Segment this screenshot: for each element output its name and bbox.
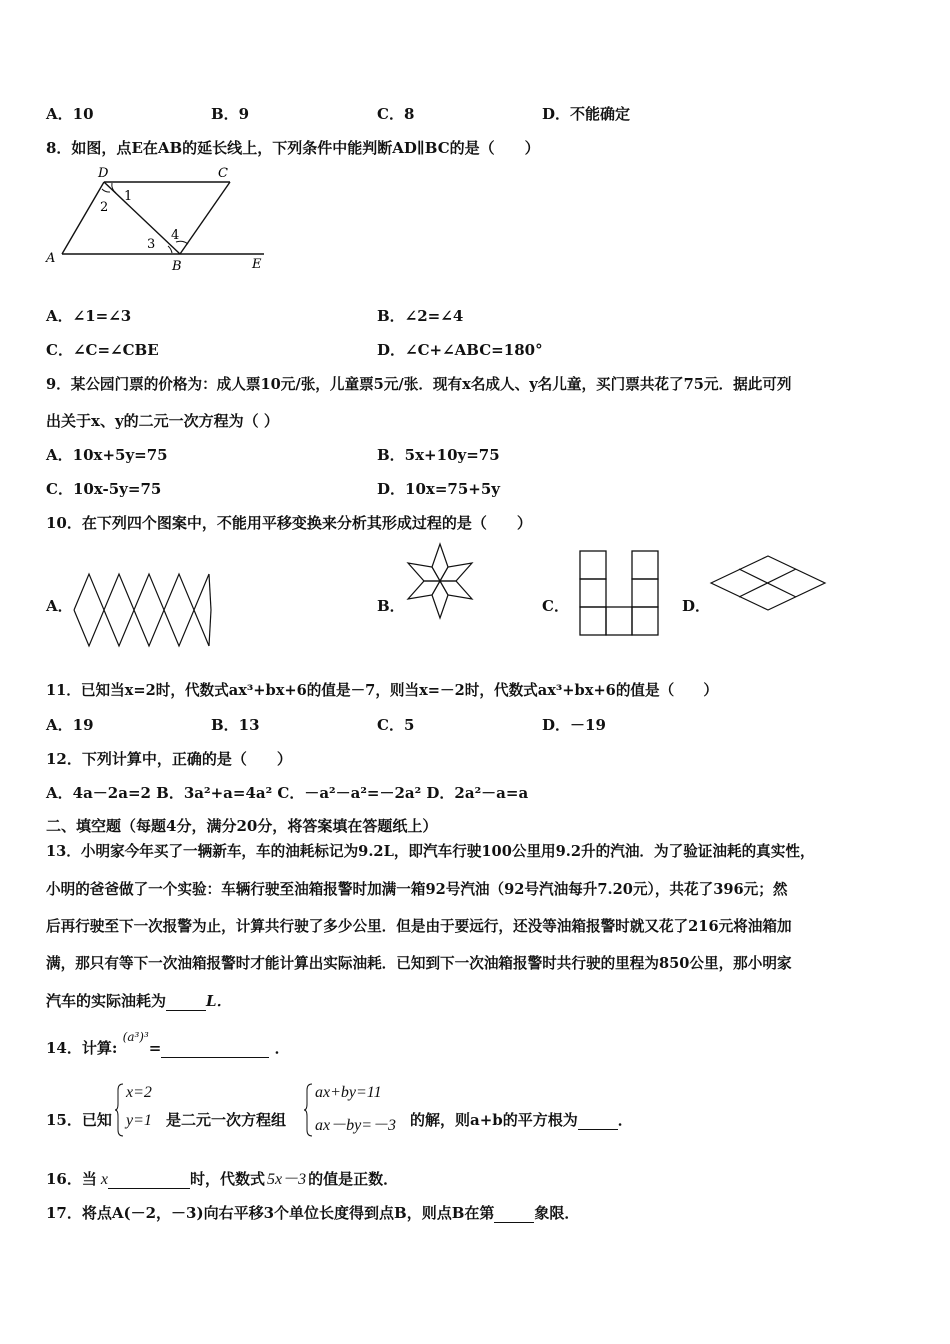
q11-option-a: A．19	[46, 716, 94, 734]
label-c: C	[218, 166, 228, 181]
q8-option-d: D．∠C+∠ABC=180°	[377, 341, 543, 359]
q8-option-c: C．∠C=∠CBE	[46, 341, 159, 359]
q8-option-a: A．∠1=∠3	[46, 307, 132, 325]
q7-option-c: C．8	[377, 105, 415, 123]
q8-parallelogram-figure	[40, 162, 280, 277]
q11-option-c: C．5	[377, 716, 415, 734]
q17-pre: 17．将点A(－2，－3)向右平移3个单位长度得到点B，则点B在第	[46, 1204, 495, 1222]
q14-end: ．	[274, 1039, 290, 1057]
q15-mid: 是二元一次方程组	[166, 1111, 287, 1129]
q9-option-d: D．10x=75+5y	[377, 480, 500, 498]
q9-stem-line1: 9．某公园门票的价格为：成人票10元/张，儿童票5元/张．现有x名成人、y名儿童，买门票共花了75元．据此可列	[46, 376, 792, 393]
q13-line2: 小明的爸爸做了一个实验：车辆行驶至油箱报警时加满一箱92号汽油（92号汽油每升7.20元），共花了396元；然	[46, 881, 788, 898]
q15-sys2-row1: ax+by=11	[315, 1084, 382, 1101]
q15-system-1	[115, 1082, 165, 1138]
q11-option-d: D．－19	[542, 716, 606, 734]
label-angle-2: 2	[100, 200, 109, 215]
q10-figure-d-rhombus-grid	[709, 554, 827, 614]
q10-option-b-label: B．	[377, 597, 405, 615]
q15-post-line	[410, 1109, 633, 1130]
label-b: B	[172, 259, 182, 274]
q10-figure-c-squares	[578, 549, 660, 638]
q16-expression: 5x－3	[267, 1171, 307, 1188]
q13-line1: 13．小明家今年买了一辆新车，车的油耗标记为9.2L，即汽车行驶100公里用9.2升的汽油．为了验证油耗的真实性，	[46, 843, 815, 860]
q8-stem: 8．如图，点E在AB的延长线上，下列条件中能判断AD∥BC的是（ ）	[46, 139, 540, 157]
label-angle-3: 3	[147, 237, 156, 252]
q16-answer-blank[interactable]	[108, 1170, 190, 1189]
q15-answer-blank[interactable]	[578, 1111, 618, 1130]
q11-option-b: B．13	[211, 716, 260, 734]
q15-system-2	[304, 1082, 410, 1138]
q13-line5-post: L．	[206, 992, 232, 1010]
label-angle-1: 1	[124, 189, 133, 204]
q14-pre: 14．计算:	[46, 1039, 118, 1057]
q15-sys2-row2: ax－by=－3	[315, 1117, 397, 1134]
q7-option-b: B．9	[211, 105, 250, 123]
q15-sys1-row2: y=1	[126, 1112, 152, 1129]
q9-stem-line2: 出关于x、y的二元一次方程为（ ）	[46, 412, 279, 430]
q7-option-d: D．不能确定	[542, 105, 631, 123]
q15-pre: 15．已知	[46, 1111, 112, 1129]
q14-expression: (a³)³	[122, 1030, 149, 1044]
q10-option-c-label: C．	[542, 597, 569, 615]
q16-mid: 时，代数式	[189, 1170, 265, 1188]
q16-post: 的值是正数．	[308, 1170, 399, 1188]
q13-line5-pre: 汽车的实际油耗为	[46, 992, 167, 1010]
q15-end: ．	[617, 1111, 633, 1129]
q11-stem: 11．已知当x=2时，代数式ax³+bx+6的值是－7，则当x=－2时，代数式ax³+bx+6的值是（ ）	[46, 682, 718, 699]
q17-post: 象限．	[534, 1204, 580, 1222]
q9-option-c: C．10x-5y=75	[46, 480, 162, 498]
q13-line3: 后再行驶至下一次报警为止，计算共行驶了多少公里．但是由于要远行，还没等油箱报警时就又花了216元将油箱加	[46, 918, 792, 935]
q10-option-a-label: A．	[46, 597, 73, 615]
q10-option-d-label: D．	[682, 597, 711, 615]
q9-option-a: A．10x+5y=75	[46, 446, 168, 464]
q9-option-b: B．5x+10y=75	[377, 446, 500, 464]
q17-answer-blank[interactable]	[494, 1204, 534, 1223]
label-a: A	[46, 251, 56, 266]
label-angle-4: 4	[171, 228, 180, 243]
q16-line	[46, 1166, 398, 1189]
q15-sys1-row1: x=2	[126, 1084, 152, 1101]
q14-equals: =	[148, 1039, 162, 1057]
section-2-heading: 二、填空题（每题4分，满分20分，将答案填在答题纸上）	[46, 817, 438, 835]
q10-figure-a-zigzag-diamonds	[72, 572, 214, 648]
label-d: D	[98, 166, 109, 181]
q12-stem: 12．下列计算中，正确的是（ ）	[46, 750, 292, 768]
q13-answer-blank[interactable]	[166, 992, 206, 1011]
q10-stem: 10．在下列四个图案中，不能用平移变换来分析其形成过程的是（ ）	[46, 514, 532, 532]
q14-answer-blank[interactable]	[161, 1039, 269, 1058]
q12-options: A．4a－2a=2 B．3a²+a=4a² C．－a²－a²=－2a² D．2a²－a=a	[46, 784, 529, 802]
q16-pre: 16．当	[46, 1170, 97, 1188]
q7-option-a: A．10	[46, 105, 94, 123]
q10-figure-b-star	[402, 541, 478, 621]
q16-var: x	[100, 1171, 108, 1188]
q14-line	[46, 1030, 290, 1058]
q13-line4: 满，那只有等下一次油箱报警时才能计算出实际油耗．已知到下一次油箱报警时共行驶的里程为850公里，那小明家	[46, 955, 792, 972]
q8-option-b: B．∠2=∠4	[377, 307, 464, 325]
q13-line5	[46, 990, 232, 1011]
q15-post: 的解，则a+b的平方根为	[410, 1111, 578, 1129]
label-e: E	[252, 257, 262, 272]
q17-line	[46, 1202, 579, 1223]
